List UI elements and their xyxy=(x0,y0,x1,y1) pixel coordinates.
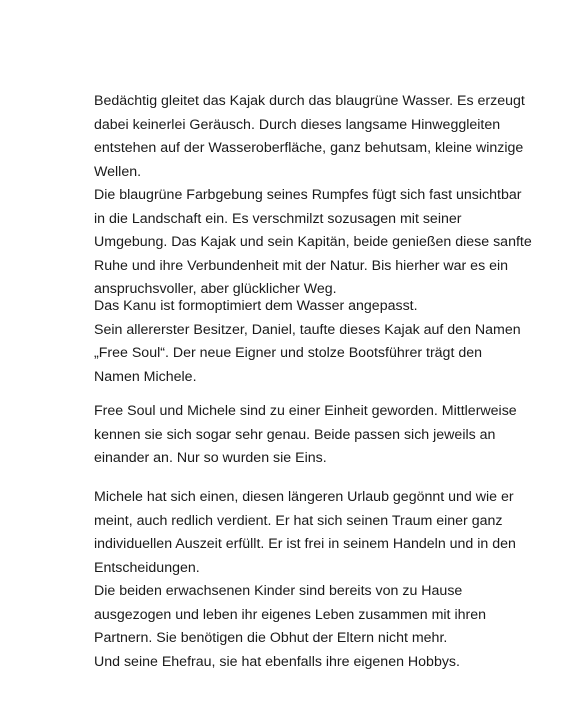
text-line: dabei keinerlei Geräusch. Durch dieses langsame Hinweggleiten xyxy=(94,116,501,133)
text-line: Michele hat sich einen, diesen längeren Urlaub gegönnt und wie er xyxy=(94,489,514,505)
paragraph-4 xyxy=(94,486,534,674)
text-line: Bedächtig gleitet das Kajak durch das blaugrüne Wasser. Es erzeugt xyxy=(94,93,525,109)
paragraph-2 xyxy=(94,295,534,389)
text-line: in die Landschaft ein. Es verschmilzt sozusagen mit seiner xyxy=(94,210,462,227)
paragraph-1 xyxy=(94,90,534,302)
text-line: Die beiden erwachsenen Kinder sind bereits von zu Hause xyxy=(94,583,463,599)
text-line: entstehen auf der Wasseroberfläche, ganz behutsam, kleine winzige xyxy=(94,140,524,156)
text-line: Partnern. Sie benötigen die Obhut der Eltern nicht mehr. xyxy=(94,630,448,646)
text-line: Das Kanu ist formoptimiert dem Wasser angepasst. xyxy=(94,298,418,314)
text-line: kennen sie sich sogar sehr genau. Beide passen sich jeweils an xyxy=(94,426,496,443)
text-line: anspruchsvoller, aber glücklicher Weg. xyxy=(94,281,337,297)
paragraph-3 xyxy=(94,400,534,471)
text-line: „Free Soul“. Der neue Eigner und stolze Bootsführer trägt den xyxy=(94,345,483,361)
text-line: Sein allererster Besitzer, Daniel, taufte dieses Kajak auf den Namen xyxy=(94,321,521,338)
text-line: Und seine Ehefrau, sie hat ebenfalls ihre eigenen Hobbys. xyxy=(94,653,460,670)
text-line: Die blaugrüne Farbgebung seines Rumpfes fügt sich fast unsichtbar xyxy=(94,187,522,203)
text-line: Entscheidungen. xyxy=(94,559,200,576)
text-line: Umgebung. Das Kajak und sein Kapitän, beide genießen diese sanfte xyxy=(94,234,532,250)
text-line: meint, auch redlich verdient. Er hat sich seinen Traum einer ganz xyxy=(94,512,503,529)
text-line: ausgezogen und leben ihr eigenes Leben zusammen mit ihren xyxy=(94,606,486,623)
text-line: Ruhe und ihre Verbundenheit mit der Natur. Bis hierher war es ein xyxy=(94,257,509,274)
text-line: Namen Michele. xyxy=(94,368,197,385)
text-line: einander an. Nur so wurden sie Eins. xyxy=(94,450,327,466)
text-line: Free Soul und Michele sind zu einer Einheit geworden. Mittlerweise xyxy=(94,403,517,419)
text-line: individuellen Auszeit erfüllt. Er ist frei in seinem Handeln und in den xyxy=(94,536,516,552)
text-line: Wellen. xyxy=(94,163,142,180)
